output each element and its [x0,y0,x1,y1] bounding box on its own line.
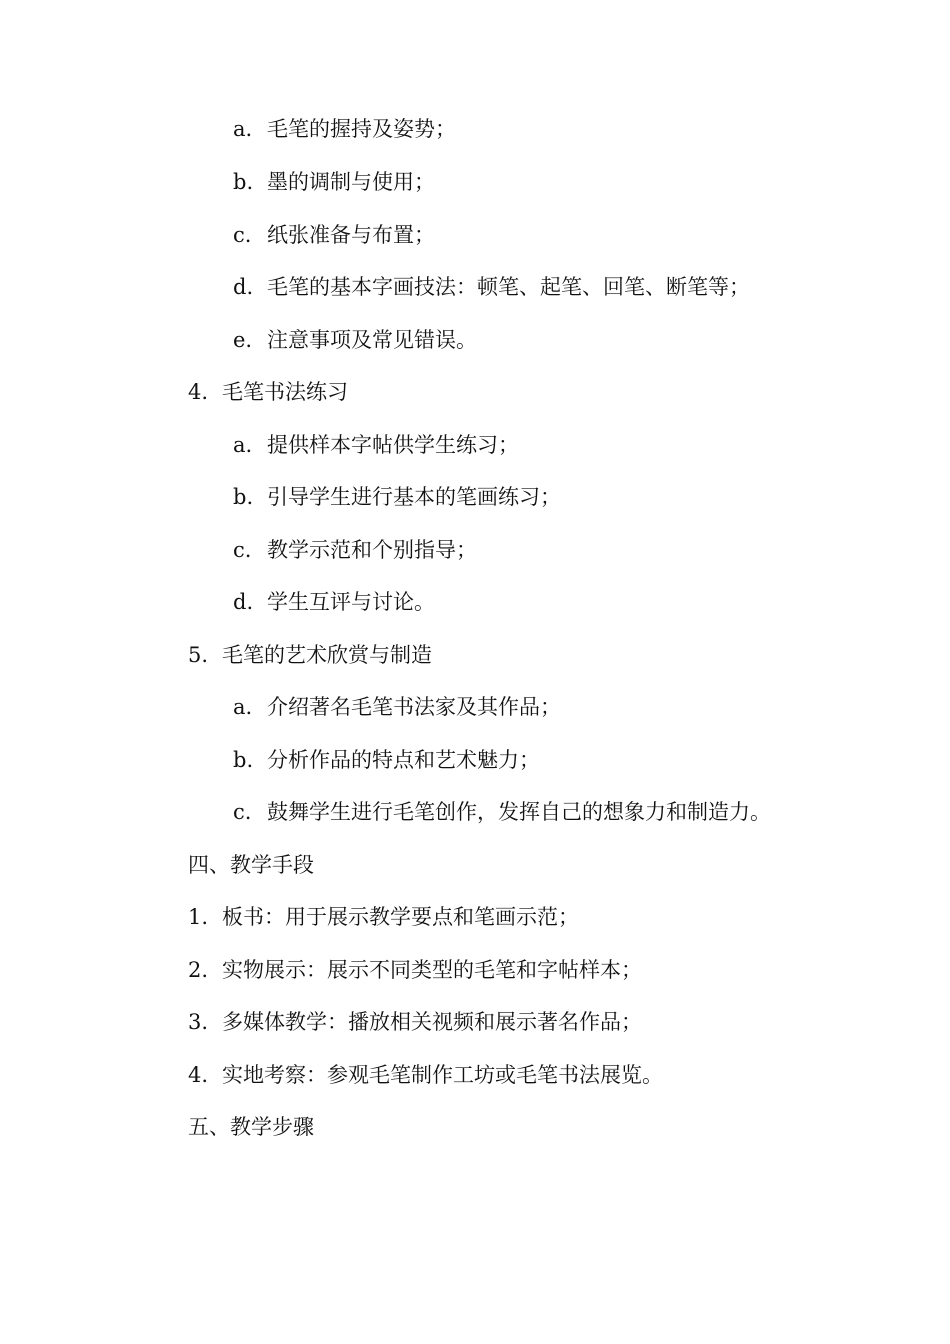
list-number: 5. [188,643,209,667]
list-marker: e. [233,328,253,352]
list-marker: a. [233,117,253,141]
list-marker: a. [233,695,253,719]
list-item-text: 毛笔的基本字画技法：顿笔、起笔、回笔、断笔等； [267,275,750,299]
list-item-text: 教学示范和个别指导； [267,538,477,562]
list-number: 2. [188,958,209,982]
numbered-item-text: 实地考察：参观毛笔制作工坊或毛笔书法展览。 [222,1063,663,1087]
list-number: 4. [188,380,209,404]
list-number: 4. [188,1063,209,1087]
numbered-item-text: 实物展示：展示不同类型的毛笔和字帖样本； [222,958,642,982]
list-item-text: 注意事项及常见错误。 [267,328,477,352]
numbered-item-text: 毛笔的艺术欣赏与制造 [222,643,432,667]
list-marker: c. [233,800,252,824]
section-heading-text: 五、教学步骤 [188,1115,314,1139]
list-item-text: 纸张准备与布置； [267,223,435,247]
list-item-text: 提供样本字帖供学生练习； [267,433,519,457]
list-item-text: 毛笔的握持及姿势； [267,117,456,141]
list-marker: a. [233,433,253,457]
numbered-item-text: 多媒体教学：播放相关视频和展示著名作品； [222,1010,642,1034]
list-item-text: 引导学生进行基本的笔画练习； [267,485,561,509]
list-number: 1. [188,905,209,929]
list-marker: d. [233,590,254,614]
list-item-text: 墨的调制与使用； [267,170,435,194]
section-heading-text: 四、教学手段 [188,853,314,877]
list-item-text: 学生互评与讨论。 [267,590,435,614]
list-item-text: 分析作品的特点和艺术魅力； [267,748,540,772]
list-marker: c. [233,223,252,247]
list-marker: c. [233,538,252,562]
list-marker: b. [233,748,254,772]
list-number: 3. [188,1010,209,1034]
list-marker: b. [233,170,254,194]
list-item-text: 鼓舞学生进行毛笔创作，发挥自己的想象力和制造力。 [267,800,771,824]
numbered-item-text: 板书：用于展示教学要点和笔画示范； [222,905,579,929]
list-marker: d. [233,275,254,299]
list-item-text: 介绍著名毛笔书法家及其作品； [267,695,561,719]
list-marker: b. [233,485,254,509]
numbered-item-text: 毛笔书法练习 [222,380,348,404]
